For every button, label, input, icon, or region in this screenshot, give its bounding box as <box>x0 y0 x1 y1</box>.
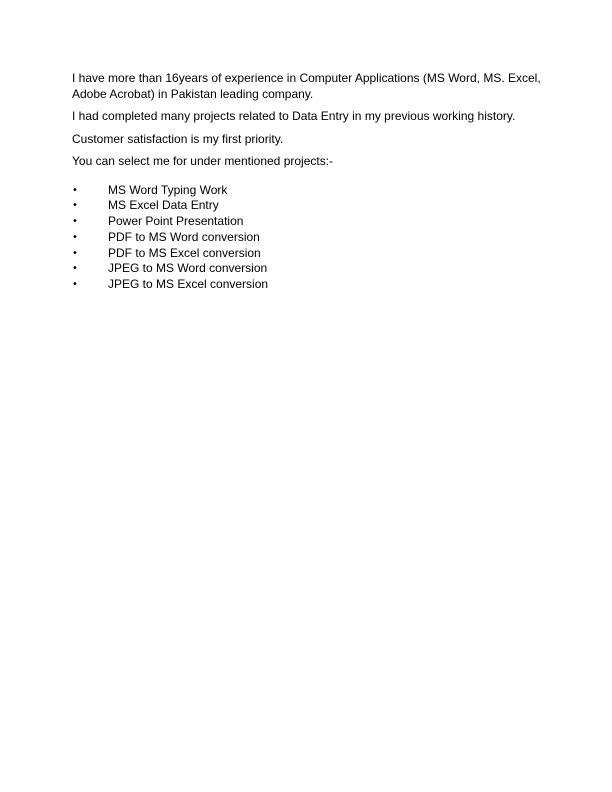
projects-history-paragraph: I had completed many projects related to Data Entry in my previous working history. <box>72 109 516 123</box>
list-item <box>72 214 542 230</box>
list-item <box>72 261 542 277</box>
bullet-icon: • <box>72 263 78 275</box>
list-item <box>72 230 542 246</box>
project-label: PDF to MS Excel conversion <box>108 245 261 260</box>
project-label: PDF to MS Word conversion <box>108 229 260 244</box>
bullet-icon: • <box>72 216 78 228</box>
project-label: JPEG to MS Word conversion <box>108 261 268 276</box>
experience-paragraph: I have more than 16years of experience in Computer Applications (MS Word, MS. Excel, Adobe Acrobat) in Pakistan leading company. <box>72 71 541 101</box>
document-page <box>72 71 542 293</box>
bullet-icon: • <box>72 184 78 196</box>
list-item <box>72 246 542 262</box>
projects-list <box>72 183 542 294</box>
project-label: Power Point Presentation <box>108 214 244 229</box>
list-item <box>72 183 542 199</box>
list-item <box>72 198 542 214</box>
select-me-paragraph: You can select me for under mentioned projects:- <box>72 154 334 168</box>
project-label: MS Word Typing Work <box>108 182 228 197</box>
list-item <box>72 277 542 293</box>
bullet-icon: • <box>72 231 78 243</box>
customer-satisfaction-paragraph: Customer satisfaction is my first priority. <box>72 131 284 146</box>
project-label: JPEG to MS Excel conversion <box>108 277 269 292</box>
bullet-icon: • <box>72 279 78 291</box>
bullet-icon: • <box>72 200 78 212</box>
bullet-icon: • <box>72 247 78 259</box>
project-label: MS Excel Data Entry <box>108 198 219 213</box>
